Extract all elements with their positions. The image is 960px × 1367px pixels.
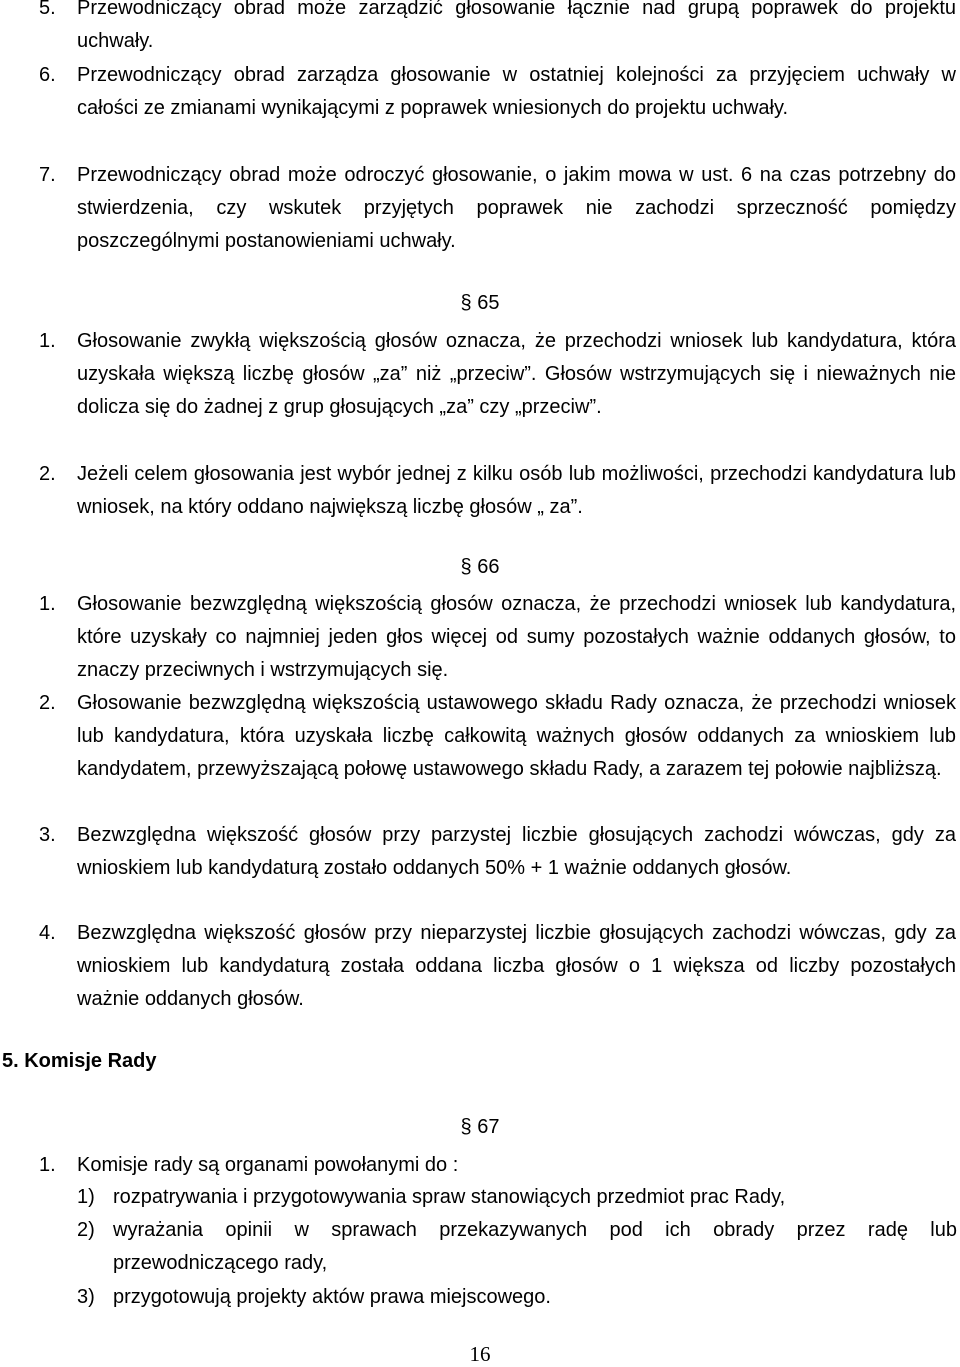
item-text: Bezwzględna większość głosów przy nieparzystej liczbie głosujących zachodzi wówczas, gdy za wnioskiem lub kandydaturą została oddana liczba głosów o 1 większa od liczby pozostałych ważnie oddanych głosów.	[77, 922, 956, 1010]
list-item	[39, 0, 956, 58]
item-number: 5.	[39, 0, 56, 19]
item-number: 1.	[39, 330, 56, 352]
chapter-heading: 5. Komisje Rady	[2, 1050, 157, 1072]
item-text: Głosowanie bezwzględną większością ustawowego składu Rady oznacza, że przechodzi wniosek lub kandydatura, która uzyskała liczbę całkowitą ważnych głosów oddanych za wnioskiem lub kandydatem, przewyższającą połowę ustawowego składu Rady, a zarazem tej połowie najbliższą.	[77, 692, 956, 780]
page-number: 16	[469, 1342, 491, 1366]
item-text: Przewodniczący obrad może odroczyć głosowanie, o jakim mowa w ust. 6 na czas potrzebny do stwierdzenia, czy wskutek przyjętych poprawek nie zachodzi sprzeczność pomiędzy poszczególnymi postanowieniami uchwały.	[77, 164, 956, 252]
list-item	[39, 917, 956, 1016]
item-number: 6.	[39, 64, 56, 86]
sub-list-item	[77, 1181, 957, 1214]
item-text: Bezwzględna większość głosów przy parzystej liczbie głosujących zachodzi wówczas, gdy za wnioskiem lub kandydaturą zostało oddanych 50% + 1 ważnie oddanych głosów.	[77, 824, 956, 879]
list-item	[39, 687, 956, 786]
item-text: Przewodniczący obrad może zarządzić głosowanie łącznie nad grupą poprawek do projektu uchwały.	[77, 0, 956, 52]
section-heading-text: § 66	[460, 556, 500, 578]
section-heading-text: § 65	[460, 292, 500, 314]
sub-item-number: 2)	[77, 1219, 95, 1241]
item-number: 1.	[39, 1154, 56, 1176]
item-text: Komisje rady są organami powołanymi do :	[77, 1154, 459, 1176]
list-item	[39, 819, 956, 885]
item-number: 2.	[39, 463, 56, 485]
sub-item-number: 3)	[77, 1286, 95, 1308]
item-text: Przewodniczący obrad zarządza głosowanie w ostatniej kolejności za przyjęciem uchwały w całości ze zmianami wynikającymi z poprawek wniesionych do projektu uchwały.	[77, 64, 956, 119]
sub-list-item	[77, 1214, 957, 1280]
section-heading-66	[0, 556, 960, 579]
sub-item-number: 1)	[77, 1186, 95, 1208]
item-text: Jeżeli celem głosowania jest wybór jednej z kilku osób lub możliwości, przechodzi kandydatura lub wniosek, na który oddano największą liczbę głosów „ za”.	[77, 463, 956, 518]
item-text: Głosowanie zwykłą większością głosów oznacza, że przechodzi wniosek lub kandydatura, która uzyskała większą liczbę głosów „za” niż „przeciw”. Głosów wstrzymujących się i nieważnych nie dolicza się do żadnej z grup głosujących „za” czy „przeciw”.	[77, 330, 956, 418]
item-number: 1.	[39, 593, 56, 615]
section-heading-text: § 67	[460, 1116, 500, 1138]
list-item	[39, 588, 956, 687]
list-item	[39, 159, 956, 258]
section-heading-65	[0, 292, 960, 315]
item-text: Głosowanie bezwzględną większością głosów oznacza, że przechodzi wniosek lub kandydatura, które uzyskały co najmniej jeden głos więcej od sumy pozostałych ważnie oddanych głosów, to znaczy przeciwnych i wstrzymujących się.	[77, 593, 956, 681]
item-number: 3.	[39, 824, 56, 846]
sub-list-item	[77, 1281, 957, 1314]
sub-item-text: wyrażania opinii w sprawach przekazywanych pod ich obrady przez radę lub przewodniczącego rady,	[113, 1219, 957, 1274]
item-number: 4.	[39, 922, 56, 944]
sub-item-text: rozpatrywania i przygotowywania spraw stanowiących przedmiot prac Rady,	[113, 1186, 786, 1208]
list-item	[39, 1149, 956, 1182]
item-number: 7.	[39, 164, 56, 186]
list-item	[39, 325, 956, 424]
section-heading-67	[0, 1116, 960, 1139]
sub-item-text: przygotowują projekty aktów prawa miejscowego.	[113, 1286, 551, 1308]
list-item	[39, 59, 956, 125]
item-number: 2.	[39, 692, 56, 714]
list-item	[39, 458, 956, 524]
